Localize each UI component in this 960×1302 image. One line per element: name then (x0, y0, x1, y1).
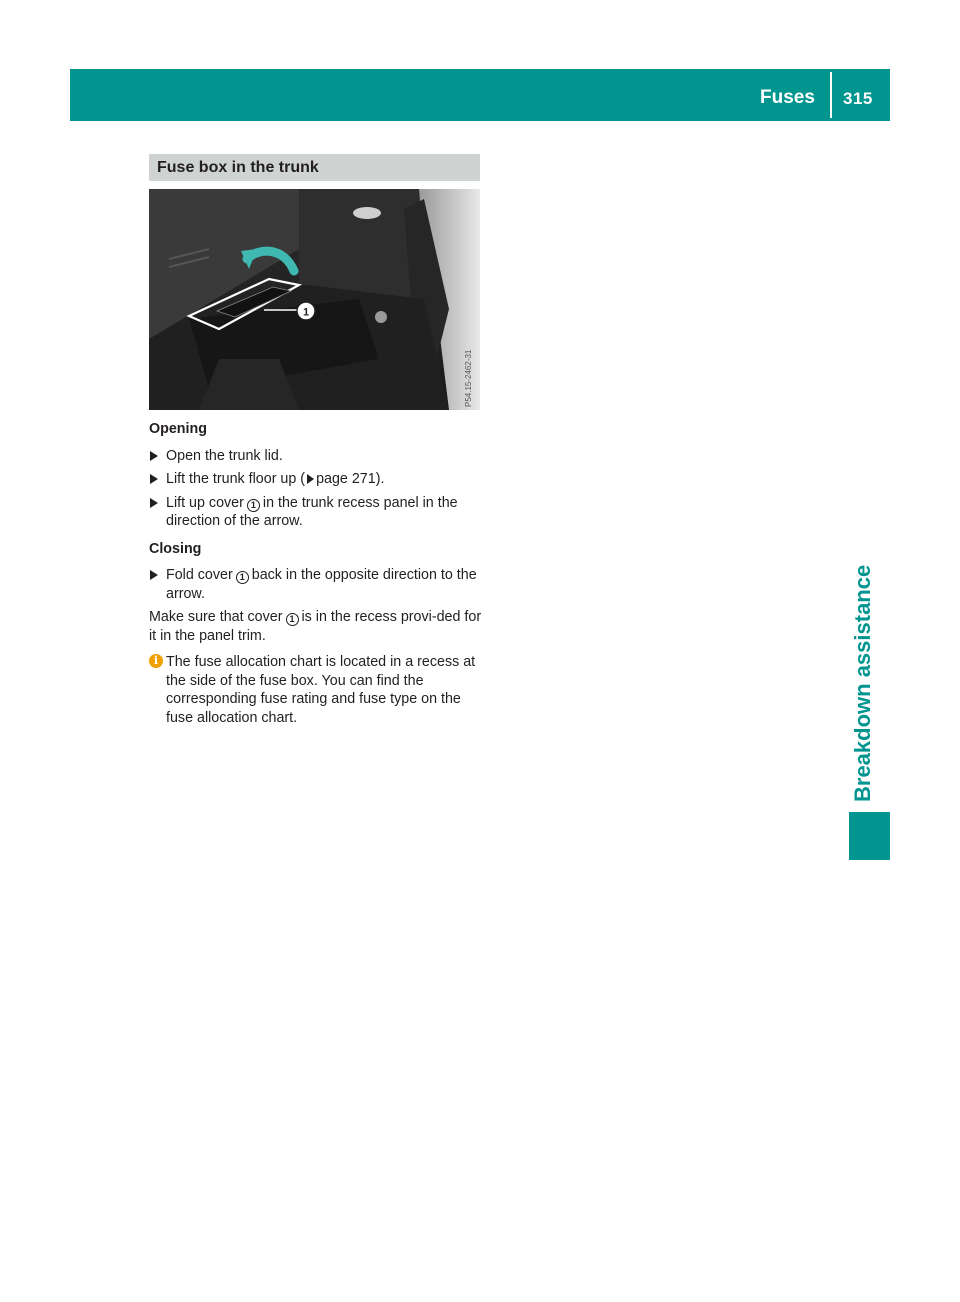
step-arrow-icon (150, 570, 158, 580)
opening-step-1-text: Open the trunk lid. (166, 447, 283, 464)
callout-1-icon: 1 (247, 499, 260, 512)
opening-step-2 (149, 470, 489, 489)
section-heading: Fuse box in the trunk (149, 154, 480, 181)
page-reference-icon (307, 474, 314, 484)
page-number: 315 (843, 89, 873, 108)
opening-step-2-text: Lift the trunk floor up ( (166, 471, 306, 487)
info-icon: i (149, 654, 163, 668)
instructions (149, 420, 489, 727)
step-arrow-icon (150, 474, 158, 484)
closing-note-text: Make sure that cover (149, 609, 283, 625)
side-tab-marker (849, 812, 890, 860)
opening-heading: Opening (149, 421, 207, 437)
header-divider (830, 72, 832, 118)
callout-1-icon: 1 (236, 571, 249, 584)
closing-note-text-end: is in the recess provi-ded for it in the panel trim. (149, 609, 482, 644)
info-note (149, 653, 489, 727)
header-section-title: Fuses (760, 87, 815, 108)
step-arrow-icon (150, 498, 158, 508)
opening-step-3-text: Lift up cover (166, 494, 244, 511)
closing-step-1 (149, 566, 489, 603)
figure-image-code: P54.15-2462-31 (464, 349, 473, 407)
trunk-fuse-box-photo (149, 189, 480, 410)
trunk-illustration (149, 189, 480, 410)
closing-note (149, 608, 489, 645)
opening-step-1 (149, 447, 489, 466)
closing-step-1-text-end: back in the opposite direction to the arrow. (166, 567, 477, 602)
page-reference-link[interactable]: page 271 (316, 471, 376, 487)
side-tab-label: Breakdown assistance (850, 564, 875, 802)
callout-1-icon: 1 (286, 613, 299, 626)
opening-step-3-text-end: in the trunk recess panel in the direction of the arrow. (166, 494, 458, 529)
closing-step-1-text: Fold cover (166, 567, 233, 583)
opening-step-2-text-end: ). (375, 471, 385, 487)
step-arrow-icon (150, 451, 158, 461)
figure-callout-label: 1 (302, 306, 310, 319)
info-note-text: The fuse allocation chart is located in a recess at the side of the fuse box. You can find the corresponding fuse rating and fuse type on the fuse allocation chart. (166, 654, 476, 726)
opening-step-3 (149, 494, 489, 531)
closing-heading: Closing (149, 540, 202, 557)
